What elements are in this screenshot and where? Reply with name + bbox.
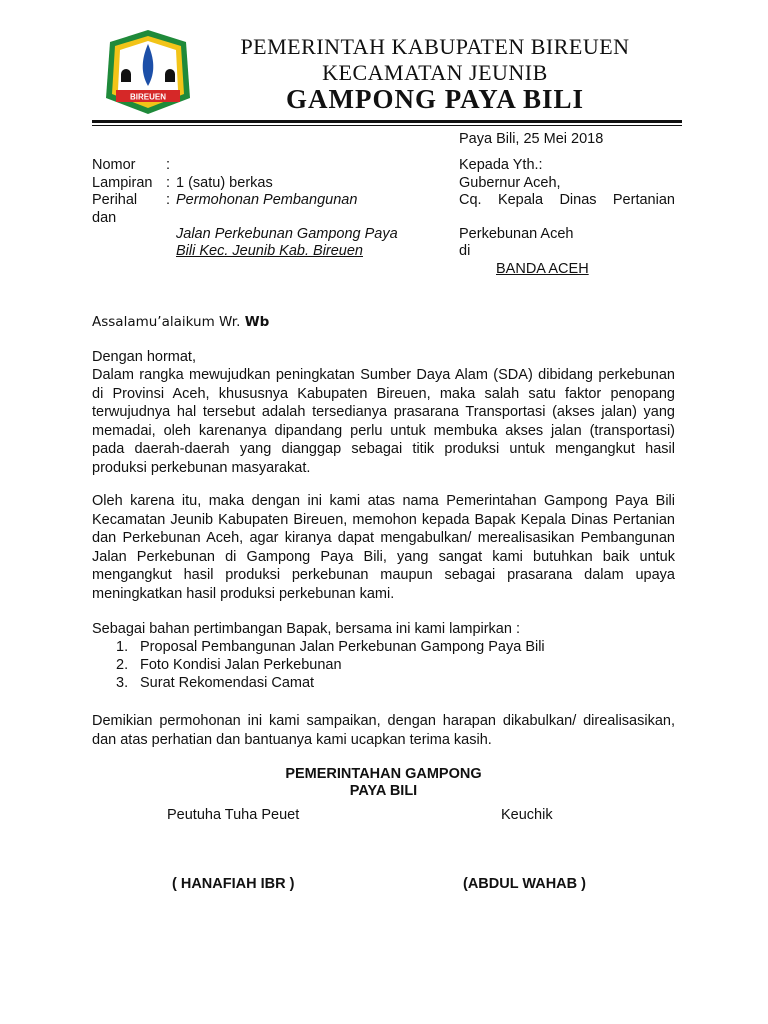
recipient-line-5: di <box>459 243 471 259</box>
list-item-number: 3. <box>116 675 129 691</box>
paragraph-3: Sebagai bahan pertimbangan Bapak, bersama ini kami lampirkan : <box>92 621 520 637</box>
nomor-colon: : <box>166 157 171 173</box>
letterhead-line-regency: PEMERINTAH KABUPATEN BIREUEN <box>240 34 630 59</box>
letter-date: Paya Bili, 25 Mei 2018 <box>459 131 604 147</box>
recipient-word: Pertanian <box>612 192 675 208</box>
letterhead-rule-thin <box>92 125 682 126</box>
bireuen-regency-logo <box>102 28 194 116</box>
recipient-line-2: Gubernur Aceh, <box>459 175 561 191</box>
letterhead-rule-thick <box>92 120 682 123</box>
perihal-line-1: Permohonan Pembangunan <box>176 192 358 208</box>
recipient-word: Dinas <box>559 192 597 208</box>
signature-left-title: Peutuha Tuha Peuet <box>167 807 300 823</box>
letterhead-line-village: GAMPONG PAYA BILI <box>285 84 585 114</box>
recipient-word: Cq. <box>459 192 482 208</box>
signature-org-line-1: PEMERINTAHAN GAMPONG <box>285 766 482 782</box>
logo-text: BIREUEN <box>129 92 167 102</box>
signature-left-name: ( HANAFIAH IBR ) <box>172 876 295 892</box>
nomor-label: Nomor <box>92 157 136 173</box>
list-item-text: Proposal Pembangunan Jalan Perkebunan Gampong Paya Bili <box>140 639 545 655</box>
perihal-line-3: Bili Kec. Jeunib Kab. Bireuen <box>176 243 363 259</box>
recipient-line-1: Kepada Yth.: <box>459 157 543 173</box>
greeting <box>92 314 269 330</box>
perihal-colon: : <box>166 192 171 208</box>
greeting-bold: Wb <box>244 314 270 330</box>
recipient-city: BANDA ACEH <box>496 261 589 277</box>
perihal-dan: dan <box>92 210 117 226</box>
signature-right-name: (ABDUL WAHAB ) <box>463 876 586 892</box>
list-item-number: 2. <box>116 657 129 673</box>
recipient-line-4: Perkebunan Aceh <box>459 226 574 242</box>
greeting-text: Assalamu’alaikum Wr. <box>92 314 241 330</box>
signature-right-title: Keuchik <box>501 807 553 823</box>
list-item-number: 1. <box>116 639 129 655</box>
closing-paragraph: Demikian permohonan ini kami sampaikan, dengan harapan dikabulkan/ direalisasikan, dan atas perhatian dan bantuanya kami ucapkan terima kasih. <box>92 713 675 748</box>
paragraph-1: Dalam rangka mewujudkan peningkatan Sumber Daya Alam (SDA) dibidang perkebunan di Provinsi Aceh, khususnya Kabupaten Bireuen, maka salah satu faktor penopang terwujudnya hal tersebut adalah tersedianya prasarana Transportasi (akses jalan) yang memadai, oleh karenanya dipandang perlu untuk membuka akses jalan (transportasi) pada daerah-daerah yang dianggap sebagai titik produksi untuk mengangkut hasil produksi perkebunan masyarakat. <box>92 367 675 476</box>
letterhead-line-district: KECAMATAN JEUNIB <box>322 60 548 85</box>
lampiran-value: 1 (satu) berkas <box>176 175 273 191</box>
list-item <box>116 675 314 691</box>
recipient-word: Kepala <box>497 192 544 208</box>
perihal-label: Perihal <box>92 192 138 208</box>
recipient-line-3 <box>459 192 675 208</box>
signature-org-line-2: PAYA BILI <box>349 783 418 799</box>
list-item-text: Surat Rekomendasi Camat <box>140 675 315 691</box>
perihal-line-2: Jalan Perkebunan Gampong Paya <box>176 226 398 242</box>
list-item <box>116 639 545 655</box>
lampiran-colon: : <box>166 175 171 191</box>
list-item-text: Foto Kondisi Jalan Perkebunan <box>140 657 342 673</box>
paragraph-2: Oleh karena itu, maka dengan ini kami atas nama Pemerintahan Gampong Paya Bili Kecamatan Jeunib Kabupaten Bireuen, memohon kepada Bapak Kepala Dinas Pertanian dan Perkebunan Aceh, agar kiranya dapat mengabulkan/ merealisasikan Pembangunan Jalan Perkebunan di Gampong Paya Bili, yang sangat kami butuhkan baik untuk mengangkut hasil produksi perkebunan maupun sebagai prasarana dalam upaya meningkatkan hasil produksi perkebunan kami. <box>92 493 675 602</box>
lampiran-label: Lampiran <box>92 175 153 191</box>
salutation: Dengan hormat, <box>92 349 196 365</box>
list-item <box>116 657 342 673</box>
